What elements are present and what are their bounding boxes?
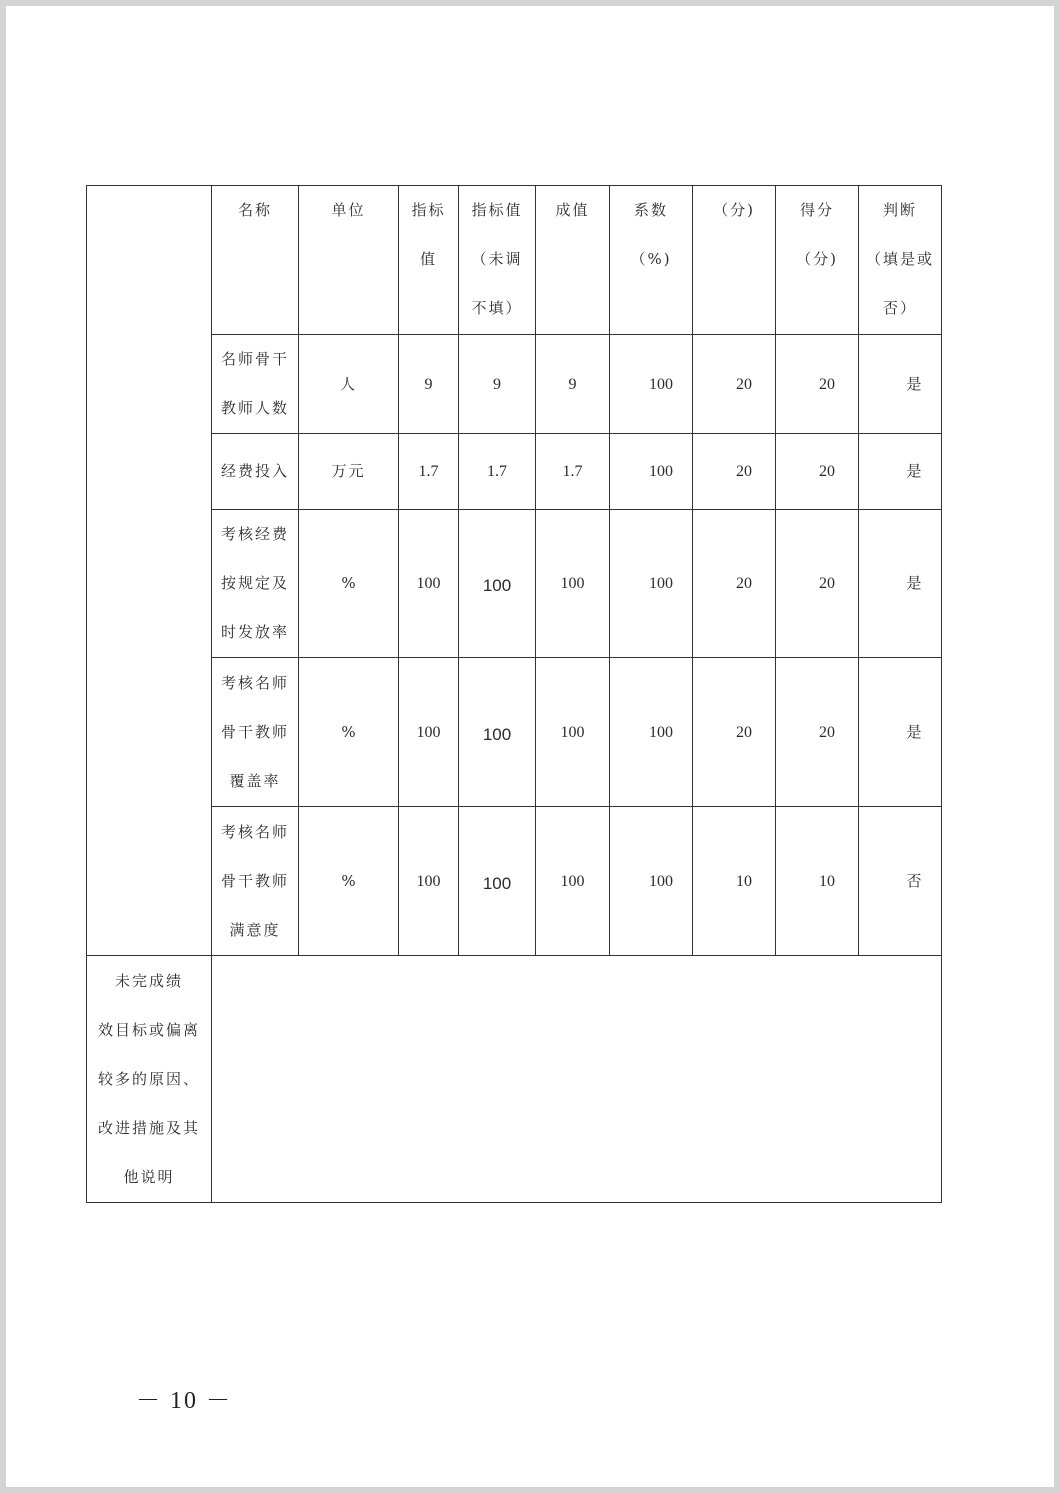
- header-target-adjusted-line: 不填）: [471, 299, 523, 317]
- note-label-line: 未完成绩: [114, 971, 183, 990]
- row-target-adjusted: 9: [459, 335, 536, 434]
- row-target: 100: [399, 807, 459, 956]
- row-target: 9: [399, 335, 459, 434]
- row-judgement: 是: [859, 335, 942, 434]
- row-actual: 1.7: [536, 434, 610, 510]
- row-judgement: 是: [859, 658, 942, 807]
- header-unit-text: 单位: [331, 201, 366, 219]
- row-name-line: 时发放率: [220, 623, 289, 641]
- row-name-line: 骨干教师: [220, 871, 289, 890]
- row-score: 20: [776, 658, 859, 807]
- row-coefficient: 100: [610, 434, 693, 510]
- row-name: [212, 658, 299, 807]
- note-label-line: 改进措施及其: [97, 1118, 200, 1137]
- row-target: 100: [399, 510, 459, 658]
- row-name-line: 按规定及: [220, 574, 289, 592]
- note-label: [87, 956, 212, 1203]
- row-unit: %: [299, 807, 399, 956]
- note-content: [212, 956, 942, 1203]
- header-target-line: 指标: [411, 201, 446, 219]
- header-score: [776, 186, 859, 335]
- header-coefficient-line: 系数: [633, 201, 668, 219]
- table-row: [87, 434, 942, 510]
- note-label-line: 他说明: [123, 1167, 175, 1186]
- table-row: [87, 658, 942, 807]
- table-header-row: [87, 186, 942, 335]
- header-judgement: [859, 186, 942, 335]
- note-label-line: 较多的原因、: [97, 1069, 200, 1088]
- row-score: 10: [776, 807, 859, 956]
- row-name-line: 覆盖率: [229, 771, 281, 790]
- header-judgement-line: （填是或: [865, 250, 934, 268]
- row-target: 1.7: [399, 434, 459, 510]
- table-row: [87, 510, 942, 658]
- row-name: [212, 335, 299, 434]
- note-row: [87, 956, 942, 1203]
- header-target-adjusted-line: （未调: [471, 250, 523, 268]
- row-actual: 100: [536, 510, 610, 658]
- row-name-line: 教师人数: [220, 399, 289, 417]
- row-actual: 9: [536, 335, 610, 434]
- row-target-adjusted: 100: [459, 807, 536, 956]
- header-target-adjusted-line: 指标值: [471, 201, 523, 219]
- header-name: [212, 186, 299, 335]
- row-target-adjusted: 1.7: [459, 434, 536, 510]
- row-coefficient: 100: [610, 335, 693, 434]
- row-name: [212, 807, 299, 956]
- header-target: [399, 186, 459, 335]
- page-number: － 10 －: [136, 1388, 232, 1414]
- header-target-line: 值: [419, 250, 437, 268]
- row-judgement: 是: [859, 434, 942, 510]
- row-unit: %: [299, 658, 399, 807]
- row-name-line: 满意度: [229, 920, 281, 939]
- row-name-line: 考核名师: [220, 822, 289, 841]
- note-label-line: 效目标或偏离: [97, 1020, 200, 1039]
- row-name-line: 名师骨干: [220, 350, 289, 368]
- row-unit: 人: [299, 335, 399, 434]
- row-actual: 100: [536, 807, 610, 956]
- header-unit: [299, 186, 399, 335]
- header-target-adjusted: [459, 186, 536, 335]
- header-actual: [536, 186, 610, 335]
- row-name-line: 考核经费: [220, 525, 289, 543]
- header-score-line: （分): [796, 250, 838, 268]
- row-name-line: 经费投入: [220, 462, 289, 480]
- row-name: [212, 510, 299, 658]
- row-score: 20: [776, 510, 859, 658]
- row-name-line: 骨干教师: [220, 722, 289, 741]
- row-target: 100: [399, 658, 459, 807]
- row-coefficient: 100: [610, 807, 693, 956]
- row-coefficient: 100: [610, 510, 693, 658]
- performance-table: [86, 185, 942, 1203]
- table-row: [87, 335, 942, 434]
- row-weight: 10: [693, 807, 776, 956]
- header-coefficient: [610, 186, 693, 335]
- row-unit: %: [299, 510, 399, 658]
- header-name-text: 名称: [237, 201, 272, 219]
- header-judgement-line: 判断: [882, 201, 917, 219]
- row-name: [212, 434, 299, 510]
- row-judgement: 否: [859, 807, 942, 956]
- row-weight: 20: [693, 510, 776, 658]
- row-judgement: 是: [859, 510, 942, 658]
- row-coefficient: 100: [610, 658, 693, 807]
- row-unit: 万元: [299, 434, 399, 510]
- row-score: 20: [776, 335, 859, 434]
- header-actual-text: 成值: [555, 201, 590, 219]
- row-weight: 20: [693, 658, 776, 807]
- row-weight: 20: [693, 434, 776, 510]
- header-weight-text: （分): [713, 201, 755, 219]
- table-row: [87, 807, 942, 956]
- row-actual: 100: [536, 658, 610, 807]
- left-merged-cell: [87, 186, 212, 956]
- header-score-line: 得分: [799, 201, 834, 219]
- header-coefficient-line: （%): [630, 250, 672, 268]
- header-weight: [693, 186, 776, 335]
- row-score: 20: [776, 434, 859, 510]
- row-target-adjusted: 100: [459, 658, 536, 807]
- row-target-adjusted: 100: [459, 510, 536, 658]
- header-judgement-line: 否）: [882, 299, 917, 317]
- row-name-line: 考核名师: [220, 673, 289, 692]
- row-weight: 20: [693, 335, 776, 434]
